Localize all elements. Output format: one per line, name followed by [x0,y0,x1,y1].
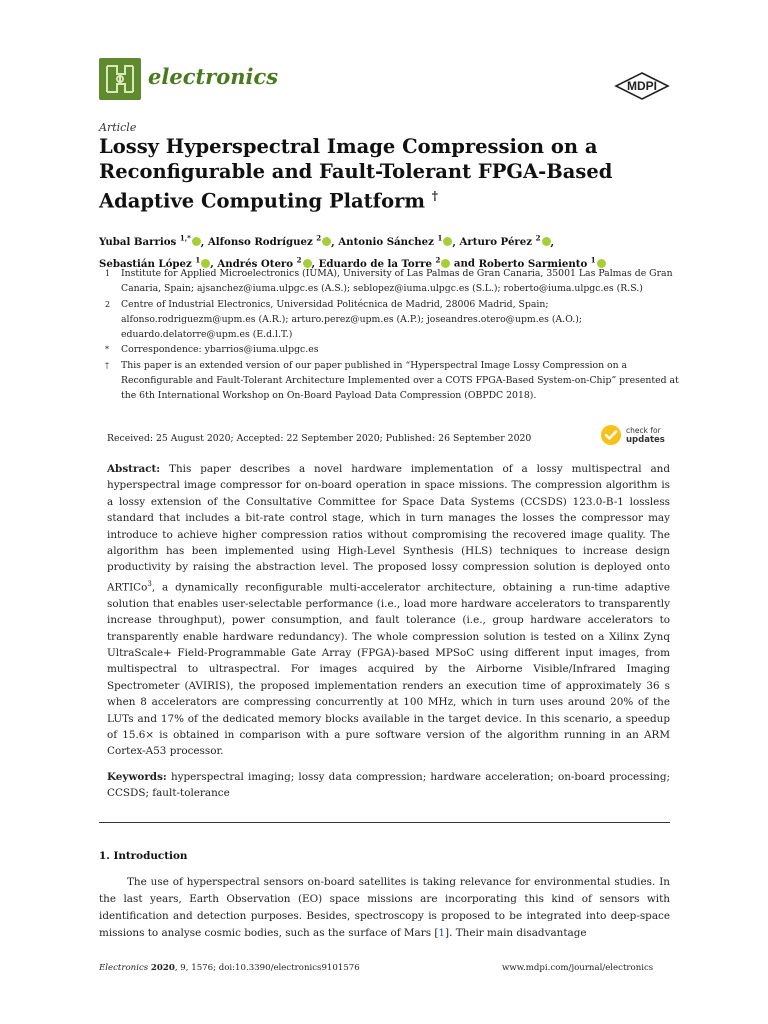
affiliation-item [99,342,679,357]
orcid-icon[interactable] [542,237,551,246]
affiliation-item [99,297,679,343]
mdpi-logo-icon [614,71,670,101]
footer-journal: Electronics [99,963,149,973]
author[interactable]: Sebastián López $^1$ [99,258,210,270]
article-type: Article [99,121,137,134]
footer-url-link[interactable]: www.mdpi.com/journal/electronics [502,963,654,973]
keywords-label: Keywords: [107,771,167,783]
author[interactable]: Arturo Pérez $^2$ [459,236,550,248]
title-text: Lossy Hyperspectral Image Compression on a Reconfigurable and Fault-Tolerant FPGA-Based Adaptive Computing Platform [99,135,613,213]
orcid-icon[interactable] [322,237,331,246]
affiliations [99,266,679,404]
section-divider [99,822,670,823]
authors-and: and [453,257,476,270]
keywords-text: hyperspectral imaging; lossy data compression; hardware acceleration; on-board processing; CCSDS; fault-tolerance [107,771,670,800]
section-heading: 1. Introduction [99,850,188,862]
abstract-text-cont: , a dynamically reconfigurable multi-accelerator architecture, obtaining a run-time adaptive solution that enables user-selectable performance (i.e., load more hardware accelerators to transparently increase throughput), power consumption, and fault tolerance (i.e., group hardware accelerators to transparently enable hardware redundancy). The whole compression solution is tested on a Xilinx Zynq UltraScale+ Field-Programmable Gate Array (FPGA)-based MPSoC using different input images, from multispectral to ultraspectral. For images acquired by the Airborne Visible/Infrared Imaging Spectrometer (AVIRIS), the proposed implementation renders an execution time of approximately 36 s when 8 accelerators are compressing concurrently at 100 MHz, which in turn uses around 20% of the LUTs and 17% of the dedicated memory blocks available in the target device. In this scenario, a speedup of 15.6× is obtained in comparison with a pure software version of the algorithm running in an ARM Cortex-A53 processor. [107,581,670,758]
paragraph: The use of hyperspectral sensors on-board satellites is taking relevance for environmental studies. In the last years, Earth Observation (EO) space missions are incorporating this kind of sensors with identification and detection purposes. Besides, spectroscopy is proposed to be integrated into deep-space missions to analyse cosmic bodies, such as the surface of Mars [1]. Their main disadvantage [99,876,670,939]
author-list: Yubal Barrios $^{1,*}$ , Alfonso Rodríguez $^2$ , Antonio Sánchez $^1$ , Arturo Pérez $^2$ , Sebastián López $^1$ , Andrés Otero $^2$ , Eduardo de la Torre $^2$ and Roberto Sarmiento $^1$ [99,230,679,273]
affiliation-mark: 1 [105,269,111,278]
keywords [107,769,670,802]
affiliation-text: Centre of Industrial Electronics, Universidad Politécnica de Madrid, 28006 Madrid, Spain; alfonso.rodriguezm@upm.es (A.R.); arturo.perez@upm.es (A.P.); joseandres.otero@upm.es (A.O.); eduardo.delatorre@upm.es (E.d.l.T.) [121,298,582,341]
publisher-logo [614,71,670,105]
check-updates-line1: check for [626,425,661,435]
affiliation-item [99,266,679,297]
check-for-updates-button[interactable] [600,424,665,446]
introduction-body [99,874,670,942]
affiliation-mark: † [105,360,109,370]
abstract-sup: 3 [147,579,152,588]
check-updates-icon [600,424,622,446]
journal-name: electronics [148,64,279,89]
publication-dates: Received: 25 August 2020; Accepted: 22 September 2020; Published: 26 September 2020 [107,433,532,444]
author[interactable]: Andrés Otero $^2$ [217,258,311,270]
title-footnote-mark: † [431,189,439,203]
author[interactable]: Eduardo de la Torre $^2$ [319,258,451,270]
publisher-logo-text: MDPI [627,79,657,93]
affiliation-mark: * [105,345,109,355]
footer-citation [99,963,360,973]
footer-citation-text: , 9, 1576; doi:10.3390/electronics9101576 [174,963,360,973]
abstract [107,461,670,760]
abstract-text: This paper describes a novel hardware implementation of a lossy multispectral and hyperspectral image compressor for on-board operation in space missions. The compression algorithm is a lossy extension of the Consultative Committee for Space Data Systems (CCSDS) 123.0-B-1 lossless standard that includes a bit-rate control stage, which in turn manages the losses the compressor may introduce to achieve higher compression ratios without compromising the recovered image quality. The algorithm has been implemented using High-Level Synthesis (HLS) techniques to increase design productivity by raising the abstraction level. The proposed lossy compression solution is deployed onto ARTICo [107,463,670,594]
orcid-icon[interactable] [192,237,201,246]
footer-year: 2020 [150,963,175,973]
journal-logo-icon [99,58,141,100]
extended-version-note: This paper is an extended version of our paper published in “Hyperspectral Image Lossy Compression on a Reconfigurable and Fault-Tolerant Architecture Implemented over a COTS FPGA-Based System-on-Chip” presented at the 6th International Workshop on On-Board Payload Data Compression (OBPDC 2018). [121,359,679,402]
correspondence-text: Correspondence: ybarrios@iuma.ulpgc.es [121,344,319,356]
author[interactable]: Alfonso Rodríguez $^2$ [208,236,331,248]
orcid-icon[interactable] [443,237,452,246]
author[interactable]: Roberto Sarmiento $^1$ [479,258,606,270]
check-updates-line2: updates [626,434,665,445]
paper-title [99,134,659,214]
author[interactable]: Antonio Sánchez $^1$ [338,236,452,248]
citation-link[interactable]: 1 [438,927,446,939]
affiliation-text: Institute for Applied Microelectronics (IUMA), University of Las Palmas de Gran Canaria, 35001 Las Palmas de Gran Canaria, Spain; ajsanchez@iuma.ulpgc.es (A.S.); seblopez@iuma.ulpgc.es (S.L.); roberto@iuma.ulpgc.es (R.S.) [121,268,673,295]
affiliation-mark: 2 [105,299,111,309]
affiliation-item [99,358,679,404]
abstract-label: Abstract: [107,463,161,475]
author[interactable]: Yubal Barrios $^{1,*}$ [99,236,201,248]
